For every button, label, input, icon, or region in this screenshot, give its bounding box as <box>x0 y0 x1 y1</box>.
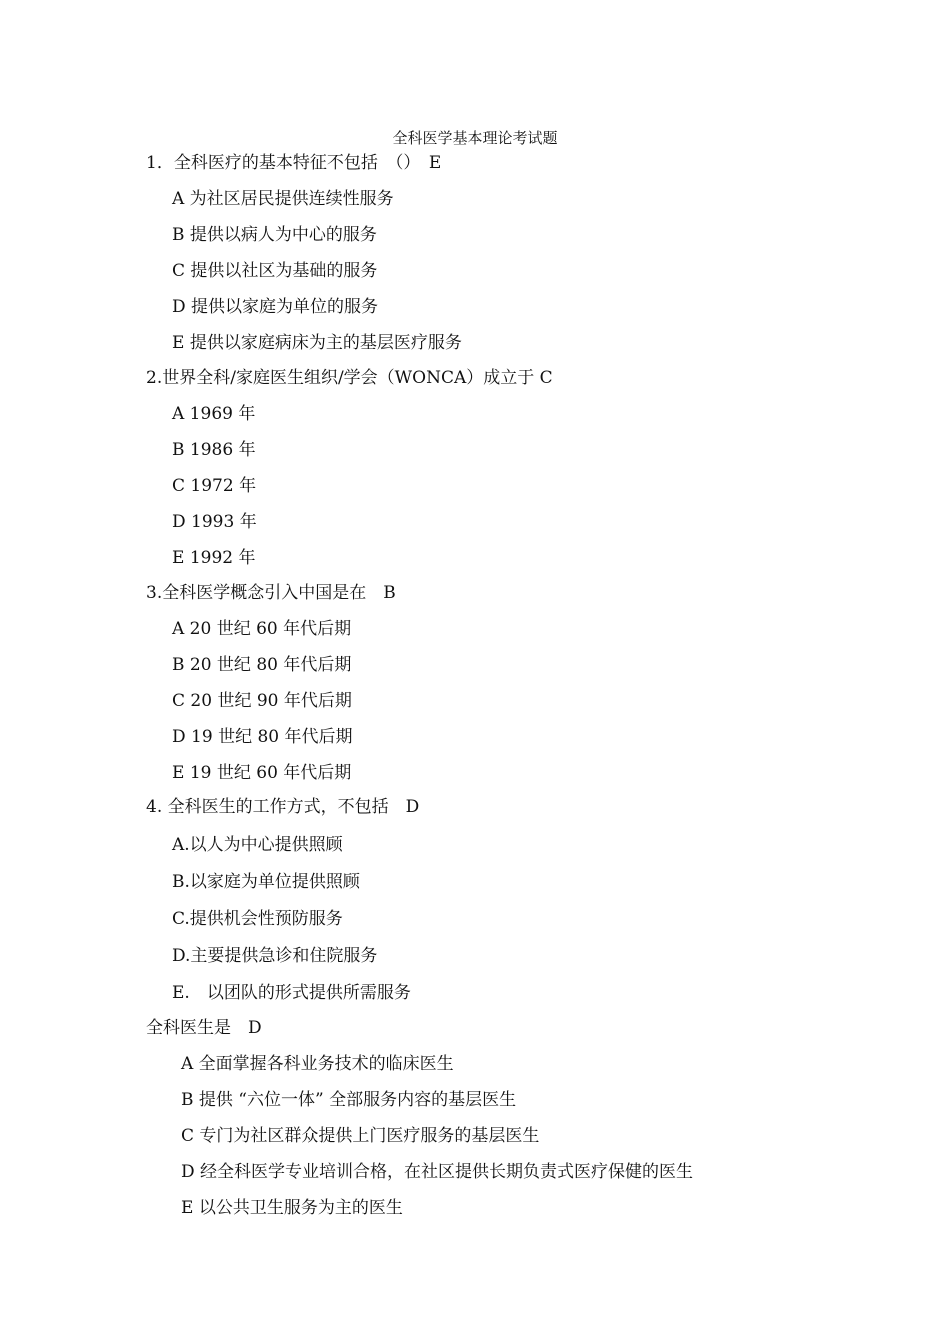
question-5-option-c: C 专门为社区群众提供上门医疗服务的基层医生 <box>181 1126 540 1146</box>
question-1-stem: 1．全科医疗的基本特征不包括 （） E <box>146 153 442 173</box>
question-5-option-d: D 经全科医学专业培训合格，在社区提供长期负责式医疗保健的医生 <box>181 1162 694 1182</box>
question-5-stem: 全科医生是 D <box>146 1018 262 1038</box>
question-3-option-a: A 20 世纪 60 年代后期 <box>172 619 352 639</box>
question-1-option-d: D 提供以家庭为单位的服务 <box>172 297 379 317</box>
question-2-option-d: D 1993 年 <box>172 512 257 532</box>
question-3-option-b: B 20 世纪 80 年代后期 <box>172 655 352 675</box>
question-2-stem: 2.世界全科/家庭医生组织/学会（WONCA）成立于 C <box>146 368 553 388</box>
question-4-stem: 4. 全科医生的工作方式，不包括 D <box>146 797 420 817</box>
question-4-option-a: A.以人为中心提供照顾 <box>172 835 343 855</box>
question-3-option-d: D 19 世纪 80 年代后期 <box>172 727 353 747</box>
question-3-option-c: C 20 世纪 90 年代后期 <box>172 691 352 711</box>
question-1-option-c: C 提供以社区为基础的服务 <box>172 261 378 281</box>
question-2-option-e: E 1992 年 <box>172 548 256 568</box>
question-2-option-b: B 1986 年 <box>172 440 256 460</box>
question-2-option-a: A 1969 年 <box>172 404 256 424</box>
question-5-option-a: A 全面掌握各科业务技术的临床医生 <box>181 1054 454 1074</box>
question-1-option-a: A 为社区居民提供连续性服务 <box>172 189 394 209</box>
question-4-option-d: D.主要提供急诊和住院服务 <box>172 946 378 966</box>
question-4-option-b: B.以家庭为单位提供照顾 <box>172 872 360 892</box>
question-2-option-c: C 1972 年 <box>172 476 257 496</box>
question-4-option-e: E. 以团队的形式提供所需服务 <box>172 983 411 1003</box>
question-3-stem: 3.全科医学概念引入中国是在 B <box>146 583 396 603</box>
question-1-option-e: E 提供以家庭病床为主的基层医疗服务 <box>172 333 462 353</box>
question-5-option-b: B 提供 “六位一体” 全部服务内容的基层医生 <box>181 1090 517 1110</box>
question-3-option-e: E 19 世纪 60 年代后期 <box>172 763 352 783</box>
question-5-option-e: E 以公共卫生服务为主的医生 <box>181 1198 403 1218</box>
question-4-option-c: C.提供机会性预防服务 <box>172 909 343 929</box>
question-1-option-b: B 提供以病人为中心的服务 <box>172 225 377 245</box>
page-title: 全科医学基本理论考试题 <box>392 129 558 147</box>
